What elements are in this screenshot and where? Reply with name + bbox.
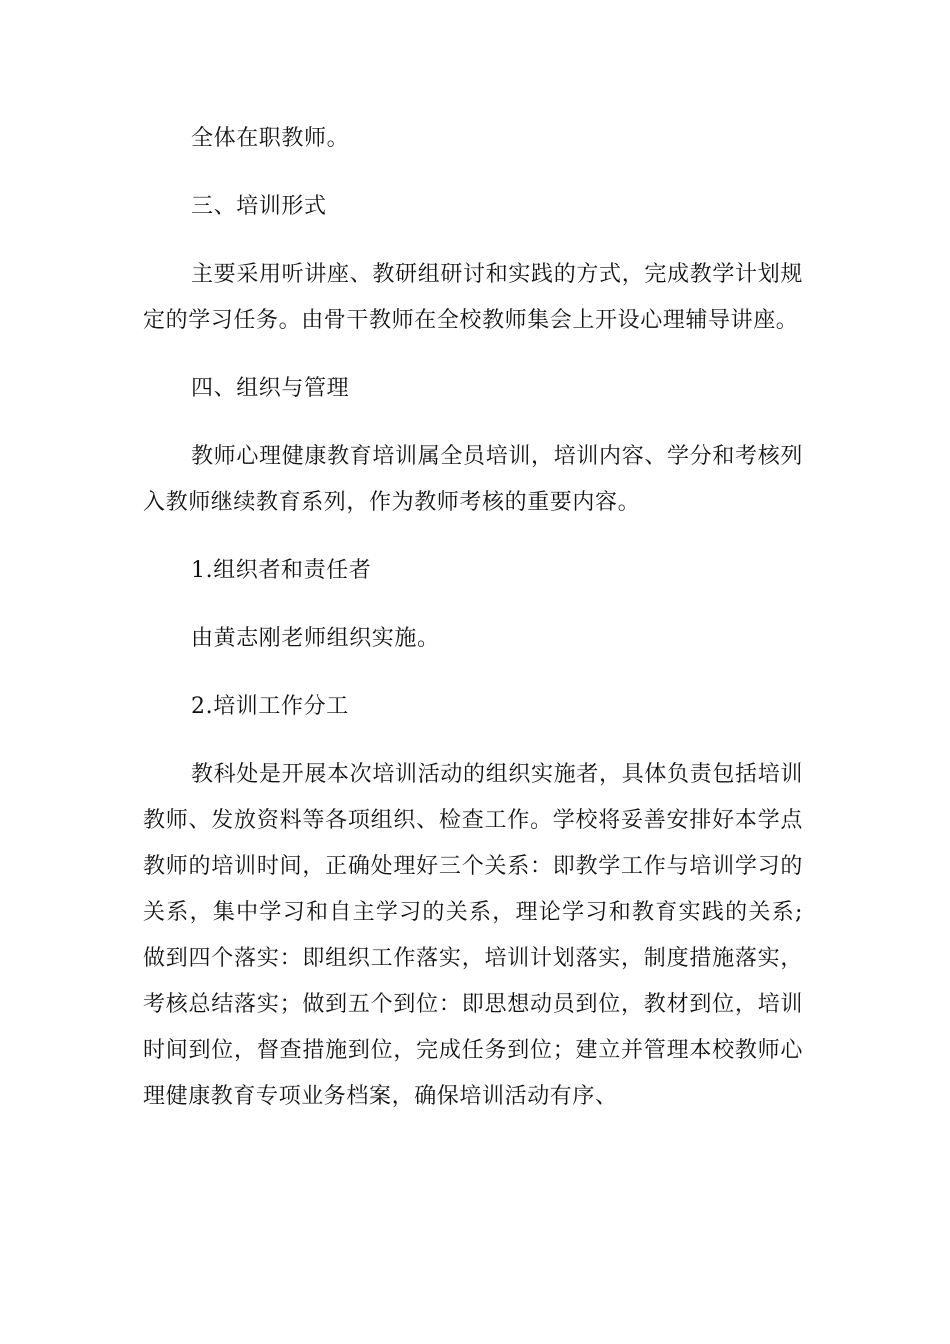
paragraph-participants: 全体在职教师。 — [191, 126, 350, 151]
paragraph-organizer: 由黄志刚老师组织实施。 — [191, 626, 440, 651]
document-body — [143, 116, 803, 1120]
paragraph-organization-management: 教师心理健康教育培训属全员培训，培训内容、学分和考核列入教师继续教育系列，作为教师考核的重要内容。 — [143, 444, 803, 515]
paragraph-training-format: 主要采用听讲座、教研组研讨和实践的方式，完成教学计划规定的学习任务。由骨干教师在全校教师集会上开设心理辅导讲座。 — [143, 262, 803, 333]
heading-organizer: 1.组织者和责任者 — [191, 558, 372, 583]
heading-training-format: 三、培训形式 — [191, 194, 327, 219]
paragraph-division-of-work: 教科处是开展本次培训活动的组织实施者，具体负责包括培训教师、发放资料等各项组织、检查工作。学校将妥善安排好本学点教师的培训时间，正确处理好三个关系：即教学工作与培训学习的关系，集中学习和自主学习的关系，理论学习和教育实践的关系;做到四个落实：即组织工作落实，培训计划落实，制度措施落实，考核总结落实；做到五个到位：即思想动员到位，教材到位，培训时间到位，督查措施到位，完成任务到位；建立并管理本校教师心理健康教育专项业务档案，确保培训活动有序、 — [143, 762, 803, 1109]
heading-organization-management: 四、组织与管理 — [191, 376, 350, 401]
heading-division-of-work: 2.培训工作分工 — [191, 694, 349, 719]
